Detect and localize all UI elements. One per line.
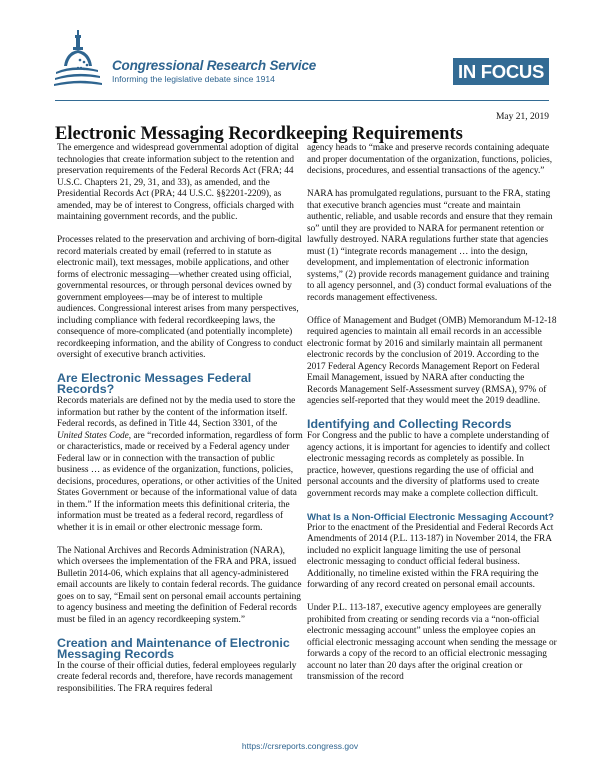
org-name: Congressional Research Service — [112, 58, 317, 73]
section-heading: Identifying and Collecting Records — [307, 417, 512, 431]
header-divider — [55, 100, 549, 101]
crs-reports-link[interactable]: https://crsreports.congress.gov — [241, 741, 359, 751]
left-column — [57, 143, 303, 707]
paragraph: agency heads to “make and preserve records containing adequate and proper documentation of the organization, functions, policies, decisions, procedures, and essential transactions of the agency.” — [307, 143, 553, 176]
org-tagline: Informing the legislative debate since 1914 — [112, 74, 275, 84]
paragraph — [57, 396, 303, 534]
paragraph: Office of Management and Budget (OMB) Memorandum M-12-18 required agencies to maintain all email records in an accessible electronic format by 2016 and similarly maintain all permanent electronic records by the conclusion of 2019. According to the 2017 Federal Agency Records Management Report on Federal Email Management, issued by NARA after conducting the Records Management Self-Assessment survey (RMSA), 97% of agencies self-reported that they would meet the 2019 deadline. — [307, 315, 557, 406]
paragraph: In the course of their official duties, federal employees regularly create federal records and, therefore, have records management responsibilities. The FRA requires federal — [57, 660, 297, 694]
paragraph: The emergence and widespread governmental adoption of digital technologies that create information subject to the retention and preservation requirements of the Federal Records Act (FRA; 44 U.S.C. Chapters 21, 29, 31, and 33), as amended, and the Presidential Records Act (PRA; 44 U.S.C. §§2201-2209), as amended, may be of interest to Congress, officials charged with maintaining government records, and the public. — [57, 143, 299, 222]
text-run: Records materials are defined not by the media used to store the information but rather by the content of the information itself. Federal records, as defined in Title 44, Section 3301, of the — [57, 396, 296, 429]
paragraph: NARA has promulgated regulations, pursuant to the FRA, stating that executive branch agencies must “create and maintain authentic, reliable, and usable records and ensure that they remain so” until they are provided to NARA for permanent retention or lawfully destroyed. NARA regulations further state that agencies must (1) “integrate records management … into the design, development, and implementation of electronic information systems,” (2) provide records management guidance and training to all agency personnel, and (3) conduct formal evaluations of the records management effectiveness. — [307, 189, 553, 303]
publication-date: May 21, 2019 — [495, 112, 549, 122]
in-focus-badge: IN FOCUS — [453, 58, 549, 85]
right-column — [307, 143, 557, 695]
subsection-heading: What Is a Non-Official Electronic Messaging Account? — [307, 511, 554, 523]
section-heading: Creation and Maintenance of Electronic Messaging Records — [57, 635, 290, 661]
section-heading: Are Electronic Messages Federal Records? — [57, 371, 252, 396]
paragraph: The National Archives and Records Administration (NARA), which oversees the implementation of the FRA and PRA, issued Bulletin 2014-06, which explains that all agency-administered email accounts are likely to contain federal records. The guidance goes on to say, “Email sent on personal email accounts pertaining to agency business and meeting the definition of Federal records must be filed in an agency recordkeeping system.” — [57, 545, 302, 625]
paragraph: Prior to the enactment of the Presidential and Federal Records Act Amendments of 2014 (P.L. 113-187) in November 2014, the FRA included no explicit language limiting the use of personal electronic messaging to conduct official federal business. Additionally, no timeline existed within the FRA requiring the forwarding of any record created on personal email accounts. — [307, 522, 554, 590]
paragraph: Under P.L. 113-187, executive agency employees are generally prohibited from creating or sending records via a “non-official electronic messaging account” unless the employee copies an official electronic messaging account when sending the message or forwards a copy of the record to an official electronic messaging account no later than 20 days after the original creation or transmission of the record — [307, 603, 557, 682]
text-run: , are “recorded information, regardless of form or characteristics, made or received by a Federal agency under Federal law or in connection with the transaction of public business … as evidence of the organization, functions, policies, decisions, procedures, operations, or other activities of the United States Government or because of the informational value of data in them.” If the information meets this definitional criteria, the information must be treated as a federal record, regardless of whether it is in email or other electronic message form. — [57, 430, 303, 533]
paragraph: For Congress and the public to have a complete understanding of agency actions, it is important for agencies to identify and collect electronic messaging records as completely as possible. In practice, however, questions regarding the use of official and personal accounts and the diversity of platforms used to create government records may make a complete collection difficult. — [307, 431, 550, 499]
italic-citation: United States Code — [57, 430, 129, 441]
document-title: Electronic Messaging Recordkeeping Requirements — [55, 124, 463, 144]
capitol-dome-logo-icon — [54, 30, 104, 88]
paragraph: Processes related to the preservation and archiving of born-digital record materials created by email (referred to in statute as electronic mail), text messages, mobile applications, and other forms of electronic messaging—whether created using official, governmental resources, or through personal devices owned by government employees—may be of interest to multiple audiences. Congressional interest arises from many perspectives, including compliance with federal recordkeeping laws, the consequence of more-complicated (and potentially incomplete) recordkeeping information, and the ability of Congress to conduct oversight of executive branch activities. — [57, 235, 303, 360]
